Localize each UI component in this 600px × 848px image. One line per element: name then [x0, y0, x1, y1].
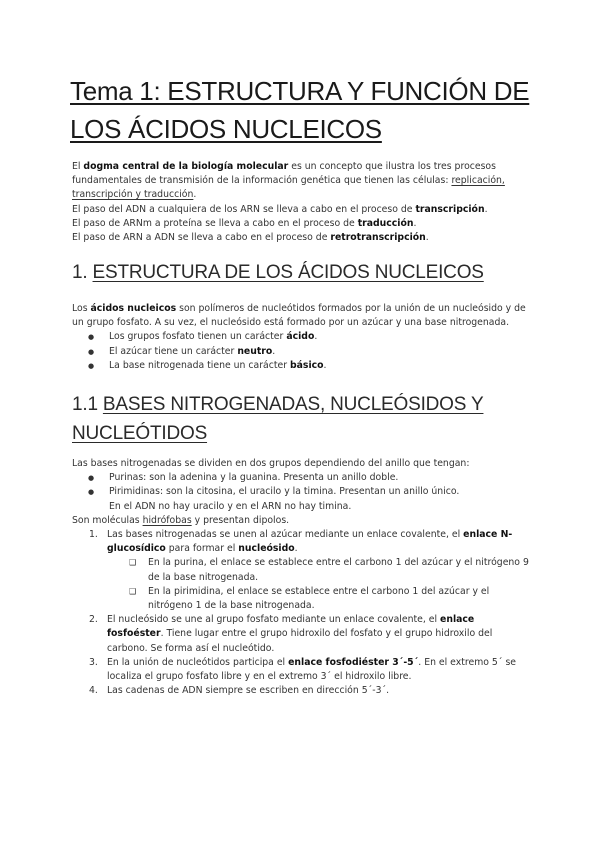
list-item: ● La base nitrogenada tiene un carácter básico. [72, 359, 532, 373]
sub-list [107, 556, 532, 613]
list-item: ● Purinas: son la adenina y la guanina. Presenta un anillo doble. [72, 471, 532, 485]
section-1-paragraph: Los ácidos nucleicos son polímeros de nucleótidos formados por la unión de un nucleósido y de un grupo fosfato. A su vez, el nucleósido está formado por un azúcar y una base nitrogenada. [72, 303, 526, 329]
intro-paragraph-3: El paso de ARNm a proteína se lleva a cabo en el proceso de traducción. [72, 217, 417, 229]
section-1-heading: 1. ESTRUCTURA DE LOS ÁCIDOS NUCLEICOS [72, 262, 484, 283]
list-item: ● Los grupos fosfato tienen un carácter ácido. [72, 330, 532, 344]
list-item: ❑ En la purina, el enlace se establece entre el carbono 1 del azúcar y el nitrógeno 9 de la base nitrogenada. [107, 556, 532, 584]
intro-paragraphs [72, 160, 532, 245]
title-line-2: LOS ÁCIDOS NUCLEICOS [70, 114, 382, 144]
bases-list [72, 471, 532, 499]
section-1-1-body [72, 457, 532, 698]
page-title [70, 72, 540, 148]
term-dogma: dogma central de la biología molecular [83, 161, 289, 172]
section-1-body [72, 302, 532, 373]
list-item: ● Pirimidinas: son la citosina, el uracilo y la timina. Presentan un anillo único. [72, 485, 532, 499]
bases-list-continuation: En el ADN no hay uracilo y en el ARN no hay timina. [109, 500, 352, 512]
numbered-list [72, 528, 532, 698]
list-item: 2. El nucleósido se une al grupo fosfato mediante un enlace covalente, el enlace fosfoéster. Tiene lugar entre el grupo hidroxilo del fosfato y el grupo hidroxilo del carbono. Se forma así el nucleótido. [89, 614, 493, 654]
list-item: 1. Las bases nitrogenadas se unen al azúcar mediante un enlace covalente, el enlace N-glucosídico para formar el nucleósido. ❑ En la purina, el enlace se establece entre el carbono 1 del azúcar y el nitrógeno 9 de la base nitrogenada. ❑ En la pirimidina, el enlace se establece entre el carbono 1 del azúcar y el nitrógeno 1 de la base nitrogenada. [72, 528, 532, 613]
molecules-line: Son moléculas hidrófobas y presentan dipolos. [72, 514, 290, 526]
intro-paragraph-2: El paso del ADN a cualquiera de los ARN se lleva a cabo en el proceso de transcripción. [72, 203, 488, 215]
character-list [72, 330, 532, 373]
processes-underlined: replicación, transcripción y traducción [72, 175, 505, 201]
title-line-1: Tema 1: ESTRUCTURA Y FUNCIÓN DE [70, 76, 530, 106]
list-item: ● El azúcar tiene un carácter neutro. [72, 345, 532, 359]
intro-paragraph-4: El paso de ARN a ADN se lleva a cabo en el proceso de retrotranscripción. [72, 232, 429, 244]
intro-paragraph-1: El dogma central de la biología molecular es un concepto que ilustra los tres procesos fundamentales de transmisión de la información genética que tienen las células: replicación, transcripción y traducción. [72, 161, 505, 201]
list-item: ❑ En la pirimidina, el enlace se establece entre el carbono 1 del azúcar y el nitrógeno 1 de la base nitrogenada. [107, 585, 532, 613]
list-item: 3. En la unión de nucleótidos participa el enlace fosfodiéster 3´-5´. En el extremo 5´ se localiza el grupo fosfato libre y en el extremo 3´ el hidroxilo libre. [89, 656, 517, 683]
section-1-1-heading: 1.1 BASES NITROGENADAS, NUCLEÓSIDOS Y NUCLEÓTIDOS [72, 394, 484, 444]
bases-intro: Las bases nitrogenadas se dividen en dos grupos dependiendo del anillo que tengan: [72, 458, 470, 469]
list-item: 4. Las cadenas de ADN siempre se escriben en dirección 5´-3´. [89, 685, 390, 697]
